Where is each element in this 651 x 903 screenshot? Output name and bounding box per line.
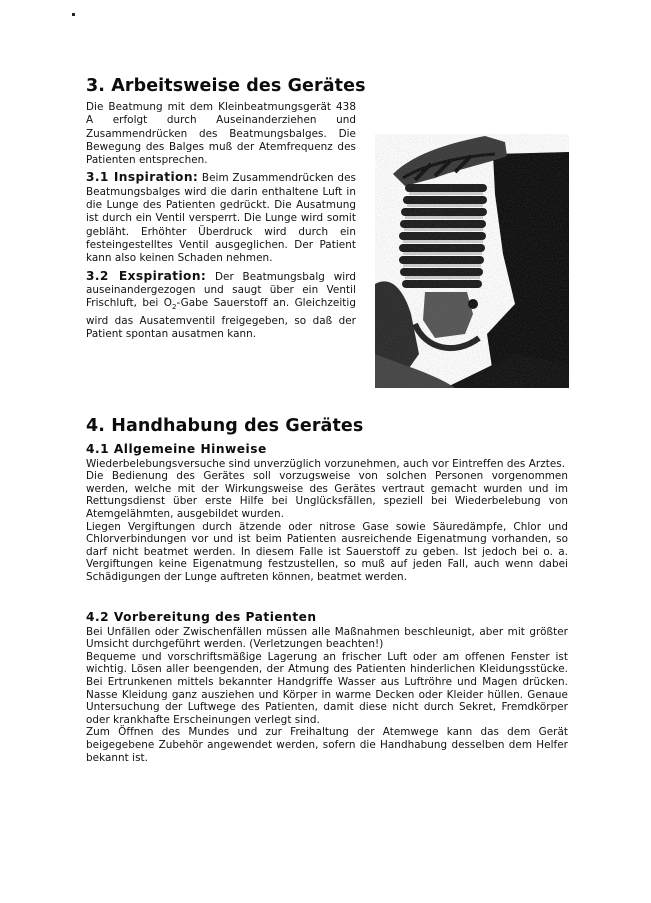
section-3-2-text-before: Der Beatmungsbalg wird auseinandergezogen und saugt über ein Ventil Frischluft, bei O <box>86 270 356 310</box>
section-3-intro: Die Beatmung mit dem Kleinbeatmungsgerät 438 A erfolgt durch Auseinanderziehen und Zusammendrücken des Beatmungsbalges. Die Bewegung des Balges muß der Atemfrequenz des Patienten entsprechen. <box>86 101 356 167</box>
section-4-2 <box>86 611 568 764</box>
section-3-2-text-after: -Gabe Sauerstoff an. Gleichzeitig wird das Ausatemventil freigegeben, so daß der Patient spontan ausatmen kann. <box>86 297 356 340</box>
section-4-1 <box>86 443 568 584</box>
section-3-body <box>86 101 356 341</box>
section-4-2-title: 4.2 Vorbereitung des Patienten <box>86 610 317 624</box>
section-3-2-paragraph <box>86 270 356 342</box>
section-3-1-text: Beim Zusammendrücken des Beatmungsbalges wird die darin enthaltene Luft in die Lunge des Patienten gedrückt. Die Ausatmung ist durch ein Ventil versperrt. Die Lunge wird somit gebläht. Erhöhter Überdruck wird durch ein festeingestelltes Ventil ausgeglichen. Der Patient kann also keinen Schaden nehmen. <box>86 172 356 265</box>
section-4-2-paragraph: Zum Öffnen des Mundes und zur Freihaltung der Atemwege kann das dem Gerät beigegebene Zubehör angewendet werden, sofern die Handhabung desselben dem Helfer bekannt ist. <box>86 726 568 764</box>
section-3-1-paragraph <box>86 171 356 265</box>
section-4-2-paragraph: Bequeme und vorschriftsmäßige Lagerung an frischer Luft oder am offenen Fenster ist wichtig. Lösen aller beengenden, der Atmung des Patienten hinderlichen Kleidungsstücke. Bei Ertrunkenen mittels bekannter Handgriffe Wasser aus Luftröhre und Magen drücken. Nasse Kleidung ganz ausziehen und Körper in warme Decken oder Kleider hüllen. Genaue Untersuchung der Luftwege des Patienten, damit diese nicht durch Sekret, Fremdkörper oder krankhafte Erscheinungen verlegt sind. <box>86 650 568 726</box>
o2-subscript: 2 <box>171 303 177 312</box>
bellows-photo-image <box>375 134 569 388</box>
section-4-1-paragraph: Die Bedienung des Gerätes soll vorzugsweise von solchen Personen vorgenommen werden, welche mit der Wirkungsweise des Gerätes vertraut gemacht wurden und im Rettungsdienst über erste Hilfe bei Unglücksfällen, speziell bei Wiederbelebung von Atemgelähmten, ausgebildet wurden. <box>86 470 568 520</box>
bellows-photo <box>375 134 569 388</box>
section-4-1-title: 4.1 Allgemeine Hinweise <box>86 442 267 456</box>
section-3-heading: 3. Arbeitsweise des Gerätes <box>86 76 366 96</box>
section-4-heading: 4. Handhabung des Gerätes <box>86 416 364 436</box>
section-4-1-paragraph: Wiederbelebungsversuche sind unverzüglich vorzunehmen, auch vor Eintreffen des Arztes. <box>86 457 566 470</box>
section-3-1-title: 3.1 Inspiration: <box>86 170 199 185</box>
section-4-1-paragraph: Liegen Vergiftungen durch ätzende oder nitrose Gase sowie Säuredämpfe, Chlor und Chlorverbindungen vor und ist beim Patienten ausreichende Eigenatmung vorhanden, so darf nicht beatmet werden. In diesem Falle ist Sauerstoff zu geben. Ist jedoch bei o. a. Vergiftungen keine Eigenatmung festzustellen, so muß auf jeden Fall, auch wenn dabei Schädigungen der Lunge auftreten können, beatmet werden. <box>86 520 568 583</box>
section-4-2-paragraph: Bei Unfällen oder Zwischenfällen müssen alle Maßnahmen beschleunigt, aber mit größter Umsicht durchgeführt werden. (Verletzungen beachten!) <box>86 625 568 651</box>
scan-speck <box>72 13 75 16</box>
section-3-2-title: 3.2 Exspiration: <box>86 268 207 283</box>
